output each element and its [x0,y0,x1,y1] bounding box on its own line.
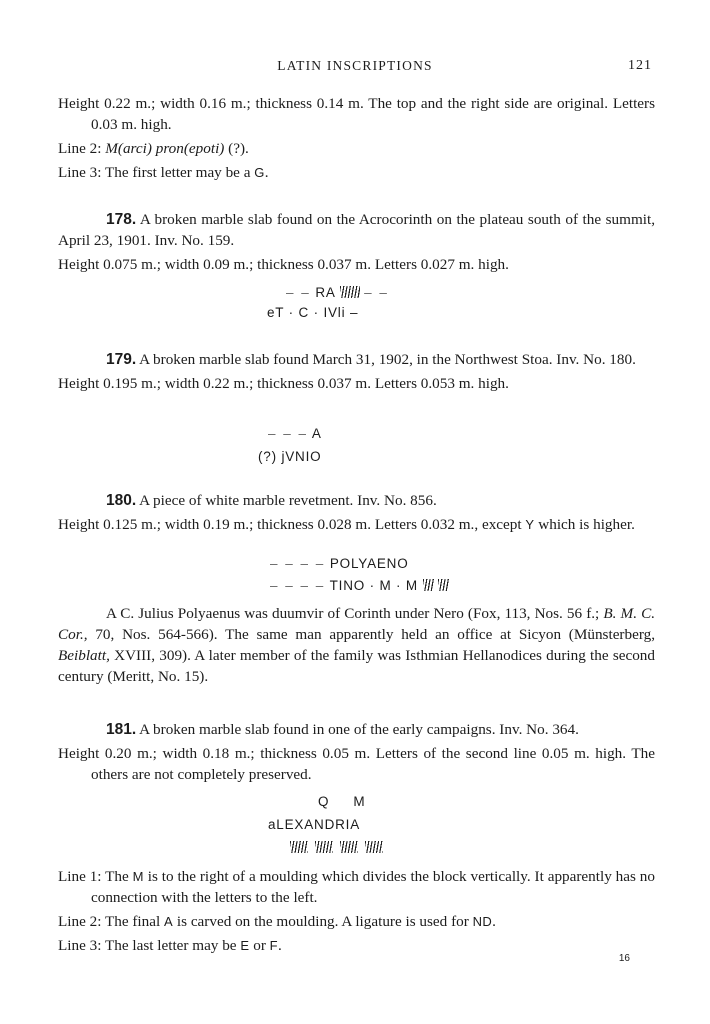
line-3-note: Line 3: The last letter may be E or F. [58,937,282,954]
entry-number: 178. [106,211,137,228]
entry-number: 179. [106,351,137,368]
entry-181-notes [58,866,655,959]
entry-177-continuation [58,93,655,186]
line-2-note: Line 2: The final A is carved on the moulding. A ligature is used for ND. [58,913,496,930]
commentary-text: A C. Julius Polyaenus was duumvir of Corinth under Nero (Fox, 113, Nos. 56 f.; B. M. C. Cor., 70, Nos. 564-566). The same man apparently held an office at Sicyon (Münsterberg, Beiblatt, XVIII, 309). A later member of the family was Isthmian Hellanodices during the second century (Meritt, No. 15). [58,605,655,685]
entry-description: 179. A broken marble slab found March 31, 1902, in the Northwest Stoa. Inv. No. 180. [106,351,636,368]
entry-number: 180. [106,492,137,509]
inscription-181-line-2: aLEXANDRIA [268,817,361,832]
entry-description: 180. A piece of white marble revetment. Inv. No. 856. [106,492,437,509]
erasure-hatching-icon [365,841,383,853]
dimensions-text: Height 0.195 m.; width 0.22 m.; thickness 0.037 m. Letters 0.053 m. high. [58,375,509,392]
inscription-181-line-1: Q M [318,794,366,809]
entry-181 [58,719,655,788]
entry-179 [58,349,655,397]
inscription-181-line-3 [290,839,390,857]
erasure-hatching-icon [315,841,333,853]
entry-180-commentary [58,603,655,690]
line-3-note: Line 3: The first letter may be a G. [58,164,269,181]
entry-number: 181. [106,721,137,738]
erasure-hatching-icon [423,579,434,591]
dimensions-text: Height 0.125 m.; width 0.19 m.; thickness 0.028 m. Letters 0.032 m., except Y which is higher. [58,516,635,533]
inscription-178-line-2: eT · C · IVli – [267,305,359,320]
page-number: 121 [628,58,652,73]
line-2-note: Line 2: M(arci) pron(epoti) (?). [58,140,249,157]
entry-178 [58,209,655,278]
inscription-180-line-1: – – – – POLYAENO [270,556,409,571]
inscription-179-line-1: – – – A [268,426,322,441]
entry-description: 178. A broken marble slab found on the Acrocorinth on the plateau south of the summit, April 23, 1901. Inv. No. 159. [58,211,655,249]
erasure-hatching-icon [438,579,449,591]
running-title: LATIN INSCRIPTIONS [277,58,433,73]
dimensions-text: Height 0.075 m.; width 0.09 m.; thickness 0.037 m. Letters 0.027 m. high. [58,256,509,273]
dimensions-text: Height 0.20 m.; width 0.18 m.; thickness 0.05 m. Letters of the second line 0.05 m. high. The others are not completely preserved. [58,745,655,783]
line-1-note: Line 1: The M is to the right of a moulding which divides the block vertically. It apparently has no connection with the letters to the left. [58,868,655,906]
dimensions-text: Height 0.22 m.; width 0.16 m.; thickness 0.14 m. The top and the right side are original. Letters 0.03 m. high. [58,95,655,133]
erasure-hatching-icon [340,841,358,853]
page-header [0,58,710,78]
erasure-hatching-icon [290,841,308,853]
entry-description: 181. A broken marble slab found in one of the early campaigns. Inv. No. 364. [106,721,579,738]
signature-mark: 16 [618,953,630,964]
entry-180 [58,490,655,538]
erasure-hatching-icon [340,286,360,298]
inscription-178-line-1: – – RA – – [286,285,389,300]
inscription-179-line-2: (?) jVNIO [258,449,322,464]
inscription-180-line-2: – – – – TINO · M · M [270,577,449,595]
